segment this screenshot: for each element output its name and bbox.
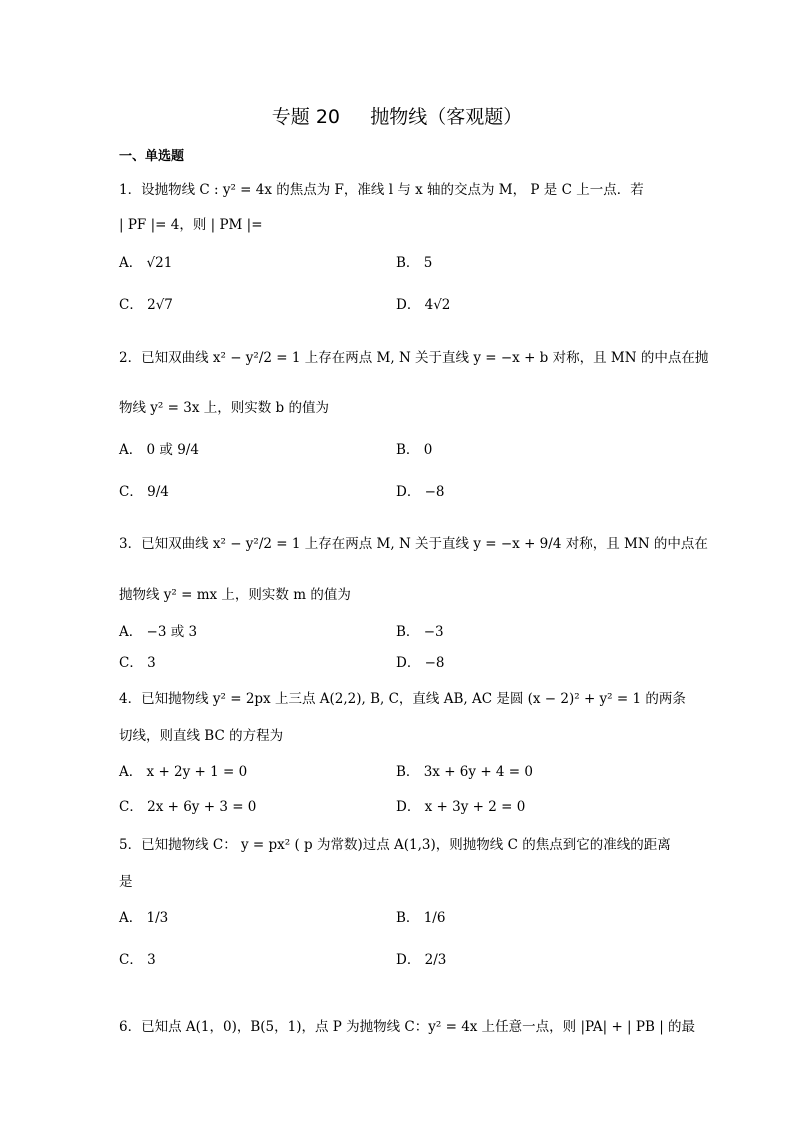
question-1-option-b: B． 5 — [396, 255, 433, 271]
question-2-option-a: A． 0 或 9/4 — [119, 442, 199, 458]
page-title: 专题 20 抛物线（客观题） — [271, 106, 523, 128]
question-5-option-d: D． 2/3 — [396, 952, 447, 968]
section-heading: 一、单选题 — [119, 149, 185, 164]
question-1-option-a: A． √21 — [119, 255, 173, 271]
question-5-option-b: B． 1/6 — [396, 910, 446, 926]
question-2-option-d: D． −8 — [396, 484, 445, 500]
question-1-line-1: 1．设抛物线 C : y² = 4x 的焦点为 F，准线 l 与 x 轴的交点为 M， P 是 C 上一点．若 — [119, 182, 644, 198]
question-3-option-b: B． −3 — [396, 624, 444, 640]
question-4-line-2: 切线，则直线 BC 的方程为 — [119, 728, 284, 744]
question-2-line-1: 2．已知双曲线 x² − y²/2 = 1 上存在两点 M, N 关于直线 y = −x + b 对称，且 MN 的中点在抛 — [119, 350, 709, 366]
question-5-option-c: C． 3 — [119, 952, 156, 968]
question-3-option-d: D． −8 — [396, 655, 445, 671]
question-1-line-2: | PF |= 4，则 | PM |= — [119, 217, 263, 233]
question-1-option-c: C． 2√7 — [119, 297, 173, 313]
question-2-line-2: 物线 y² = 3x 上，则实数 b 的值为 — [119, 400, 329, 416]
question-4-option-a: A． x + 2y + 1 = 0 — [119, 764, 248, 780]
question-3-option-a: A． −3 或 3 — [119, 624, 198, 640]
question-2-option-c: C． 9/4 — [119, 484, 169, 500]
question-6-line-1: 6．已知点 A(1，0)，B(5，1)，点 P 为抛物线 C：y² = 4x 上任意一点，则 |PA| + | PB | 的最 — [119, 1019, 696, 1035]
question-2-option-b: B． 0 — [396, 442, 433, 458]
question-5-option-a: A． 1/3 — [119, 910, 169, 926]
question-3-option-c: C． 3 — [119, 655, 156, 671]
question-3-line-2: 抛物线 y² = mx 上，则实数 m 的值为 — [119, 587, 351, 603]
question-5-line-1: 5．已知抛物线 C： y = px² ( p 为常数)过点 A(1,3)，则抛物线 C 的焦点到它的准线的距离 — [119, 837, 671, 853]
question-4-line-1: 4．已知抛物线 y² = 2px 上三点 A(2,2), B, C，直线 AB, AC 是圆 (x − 2)² + y² = 1 的两条 — [119, 691, 686, 707]
question-1-option-d: D． 4√2 — [396, 297, 451, 313]
question-4-option-b: B． 3x + 6y + 4 = 0 — [396, 764, 533, 780]
question-3-line-1: 3．已知双曲线 x² − y²/2 = 1 上存在两点 M, N 关于直线 y = −x + 9/4 对称，且 MN 的中点在 — [119, 536, 708, 552]
question-4-option-c: C． 2x + 6y + 3 = 0 — [119, 799, 257, 815]
question-5-line-2: 是 — [119, 874, 133, 890]
question-4-option-d: D． x + 3y + 2 = 0 — [396, 799, 526, 815]
